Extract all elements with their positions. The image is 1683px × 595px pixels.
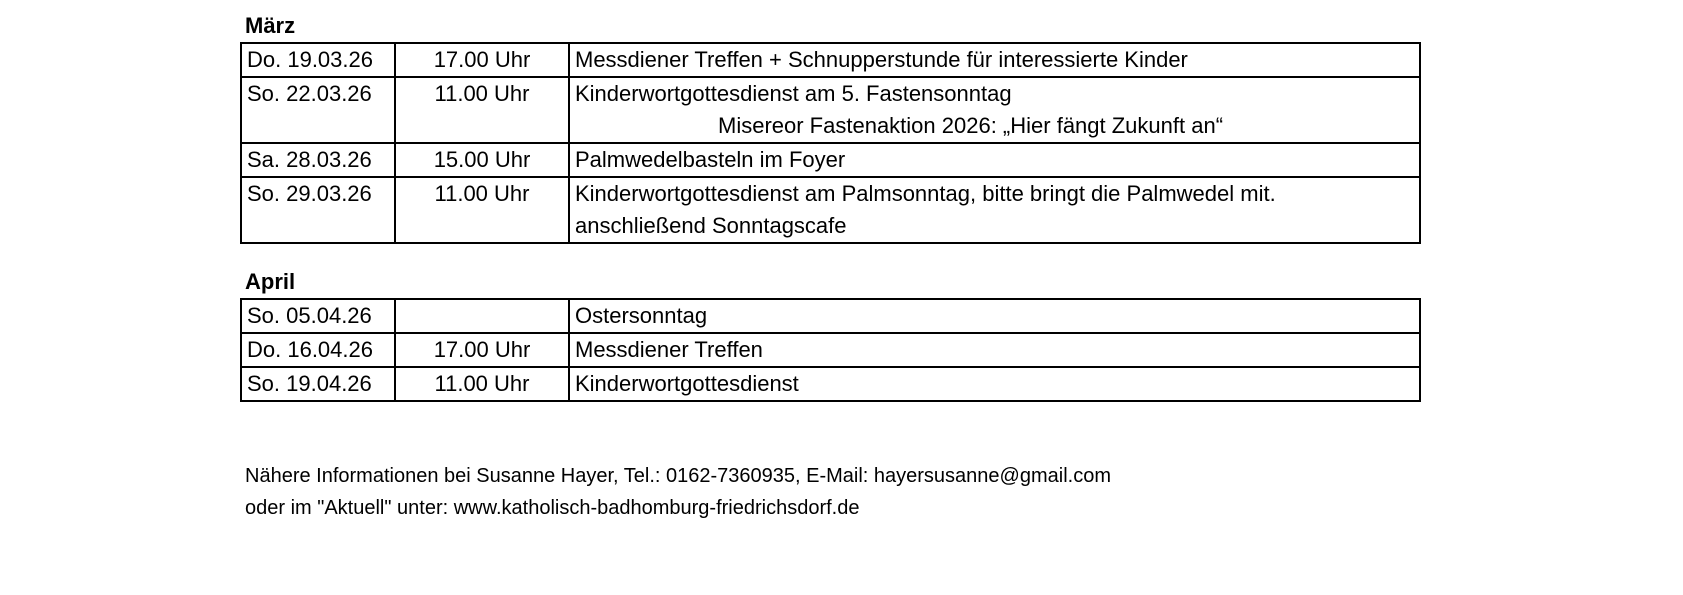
description-line: Messdiener Treffen — [575, 337, 763, 362]
date-cell: Do. 16.04.26 — [241, 333, 395, 367]
table-row — [241, 367, 1420, 401]
description-line: Ostersonntag — [575, 303, 708, 328]
schedule-table-maerz — [240, 42, 1421, 244]
time-cell: 15.00 Uhr — [395, 143, 569, 177]
time-cell: 17.00 Uhr — [395, 333, 569, 367]
table-row — [241, 77, 1420, 143]
time-cell — [395, 299, 569, 333]
time-cell: 11.00 Uhr — [395, 177, 569, 243]
table-row — [241, 143, 1420, 177]
website-info-text: oder im "Aktuell" unter: www.katholisch-badhomburg-friedrichsdorf.de — [245, 497, 860, 519]
table-row — [241, 333, 1420, 367]
time-cell: 11.00 Uhr — [395, 367, 569, 401]
table-row — [241, 177, 1420, 243]
time-cell: 17.00 Uhr — [395, 43, 569, 77]
description-cell — [569, 333, 1420, 367]
schedule-table-april — [240, 298, 1421, 402]
date-cell: Do. 19.03.26 — [241, 43, 395, 77]
description-cell — [569, 177, 1420, 243]
date-cell: So. 19.04.26 — [241, 367, 395, 401]
date-cell: So. 05.04.26 — [241, 299, 395, 333]
time-cell: 11.00 Uhr — [395, 77, 569, 143]
date-cell: So. 22.03.26 — [241, 77, 395, 143]
contact-info-text: Nähere Informationen bei Susanne Hayer, Tel.: 0162-7360935, E-Mail: hayersusanne@gmail.com — [245, 465, 1111, 487]
section-title-maerz: März — [245, 13, 296, 38]
date-cell: Sa. 28.03.26 — [241, 143, 395, 177]
table-row — [241, 43, 1420, 77]
description-cell — [569, 77, 1420, 143]
description-line: Kinderwortgottesdienst am 5. Fastensonntag — [575, 81, 1012, 106]
date-cell: So. 29.03.26 — [241, 177, 395, 243]
description-line: Messdiener Treffen + Schnupperstunde für interessierte Kinder — [575, 47, 1188, 72]
description-line: Kinderwortgottesdienst am Palmsonntag, bitte bringt die Palmwedel mit. — [575, 181, 1276, 206]
description-cell — [569, 367, 1420, 401]
description-line: anschließend Sonntagscafe — [575, 213, 847, 238]
description-line: Palmwedelbasteln im Foyer — [575, 147, 846, 172]
description-line: Misereor Fastenaktion 2026: „Hier fängt Zukunft an“ — [718, 113, 1224, 138]
description-cell — [569, 43, 1420, 77]
description-cell — [569, 143, 1420, 177]
section-title-april: April — [245, 269, 296, 294]
description-line: Kinderwortgottesdienst — [575, 371, 799, 396]
table-row — [241, 299, 1420, 333]
description-cell — [569, 299, 1420, 333]
